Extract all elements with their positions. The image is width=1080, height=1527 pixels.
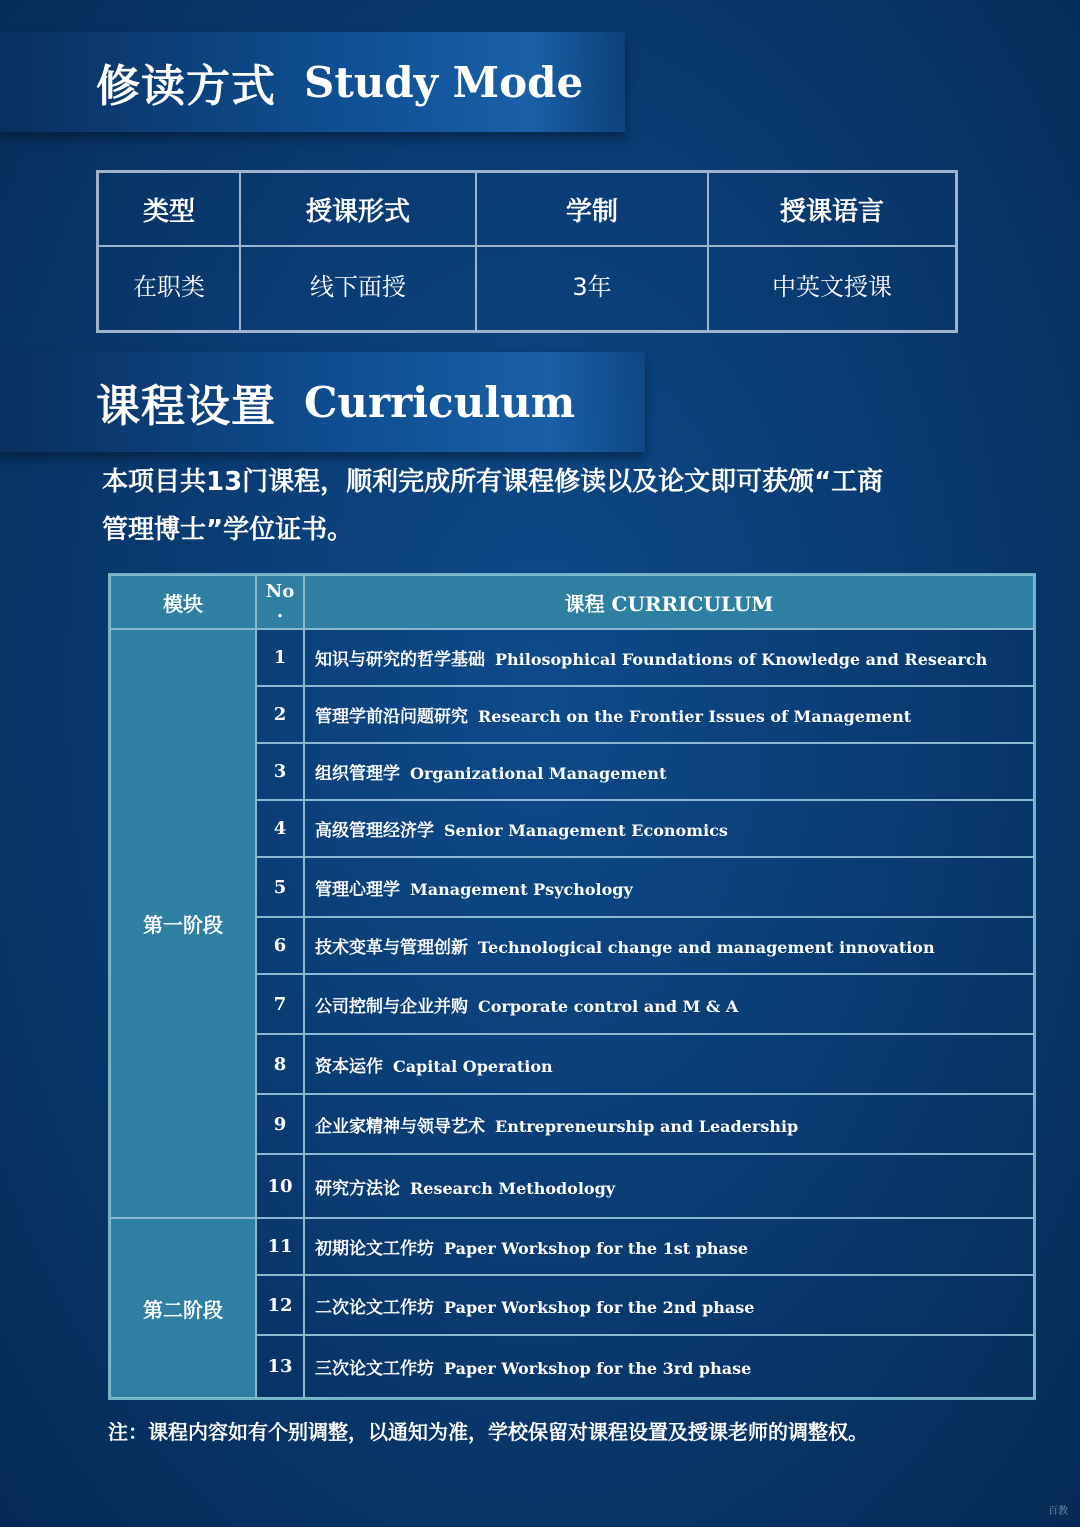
course-name-en: Research Methodology [410,1178,616,1198]
course-name-zh: 研究方法论 [315,1178,400,1199]
study-mode-title-zh: 修读方式 [96,61,276,112]
course-cell [304,857,1034,917]
study-mode-value-row [98,246,956,331]
study-mode-banner [0,32,625,132]
value-language: 中英文授课 [708,246,956,331]
header-language: 授课语言 [708,172,956,246]
header-no-line2: . [276,601,284,622]
course-name-en: Management Psychology [410,879,633,899]
header-format: 授课形式 [240,172,476,246]
value-format: 线下面授 [240,246,476,331]
course-number: 5 [256,857,304,917]
course-name-en: Paper Workshop for the 3rd phase [444,1359,752,1378]
course-cell [304,800,1034,857]
course-number: 10 [256,1154,304,1218]
course-name-en: Capital Operation [393,1056,553,1076]
course-number: 2 [256,686,304,743]
course-number: 3 [256,743,304,800]
header-course [304,575,1034,629]
header-no [256,575,304,629]
course-cell [304,1218,1034,1275]
course-number: 8 [256,1034,304,1094]
course-cell [304,974,1034,1034]
header-module: 模块 [110,575,256,629]
curriculum-intro [102,458,982,554]
course-number: 6 [256,917,304,974]
course-name-zh: 公司控制与企业并购 [315,996,468,1017]
course-name-en: Technological change and management innovation [478,938,935,957]
course-number: 4 [256,800,304,857]
watermark: 百教 [1048,1506,1068,1517]
curriculum-title-en: Curriculum [304,377,576,427]
course-name-zh: 组织管理学 [315,764,400,784]
curriculum-header-row [110,575,1034,629]
table-row [110,629,1034,686]
course-name-zh: 技术变革与管理创新 [315,938,468,958]
course-cell [304,917,1034,974]
course-name-zh: 初期论文工作坊 [315,1239,434,1259]
course-name-en: Paper Workshop for the 1st phase [444,1239,749,1258]
course-cell [304,1275,1034,1335]
curriculum-banner [0,352,645,452]
curriculum-body [110,629,1034,1398]
course-number: 13 [256,1335,304,1398]
course-number: 7 [256,974,304,1034]
course-name-zh: 管理学前沿问题研究 [315,707,468,727]
course-cell [304,1335,1034,1398]
header-course-en: CURRICULUM [611,591,774,616]
curriculum-title-zh: 课程设置 [96,381,276,432]
module-stage-2: 第二阶段 [110,1218,256,1398]
value-duration: 3年 [476,246,708,331]
table-row [110,1218,1034,1275]
course-name-zh: 二次论文工作坊 [315,1297,434,1318]
course-cell [304,629,1034,686]
course-cell [304,1094,1034,1154]
course-name-en: Research on the Frontier Issues of Management [478,707,912,726]
course-name-en: Corporate control and M & A [478,996,739,1016]
course-name-zh: 三次论文工作坊 [315,1359,434,1379]
study-mode-title-en: Study Mode [304,57,584,107]
intro-line-2: 管理博士”学位证书。 [102,515,354,545]
course-name-en: Senior Management Economics [444,821,728,840]
course-name-zh: 知识与研究的哲学基础 [315,650,485,670]
course-name-zh: 资本运作 [315,1056,383,1077]
study-mode-header-row [98,172,956,246]
header-no-line1: No [265,581,295,602]
header-course-zh: 课程 [564,591,605,616]
course-name-zh: 高级管理经济学 [315,821,434,841]
study-mode-table [96,170,958,333]
course-number: 9 [256,1094,304,1154]
value-type: 在职类 [98,246,240,331]
curriculum-table [108,573,1036,1400]
header-duration: 学制 [476,172,708,246]
course-cell [304,1154,1034,1218]
course-name-en: Paper Workshop for the 2nd phase [444,1297,755,1317]
intro-line-1: 本项目共13门课程，顺利完成所有课程修读以及论文即可获颁“工商 [102,467,884,497]
course-number: 12 [256,1275,304,1335]
header-type: 类型 [98,172,240,246]
course-cell [304,686,1034,743]
course-name-zh: 企业家精神与领导艺术 [315,1116,485,1137]
course-name-zh: 管理心理学 [315,879,400,900]
module-stage-1: 第一阶段 [110,629,256,1218]
course-cell [304,743,1034,800]
course-cell [304,1034,1034,1094]
course-number: 1 [256,629,304,686]
course-number: 11 [256,1218,304,1275]
course-name-en: Entrepreneurship and Leadership [495,1116,799,1136]
course-name-en: Organizational Management [410,764,667,783]
footnote: 注：课程内容如有个别调整，以通知为准，学校保留对课程设置及授课老师的调整权。 [108,1420,868,1444]
course-name-en: Philosophical Foundations of Knowledge and Research [495,650,988,669]
